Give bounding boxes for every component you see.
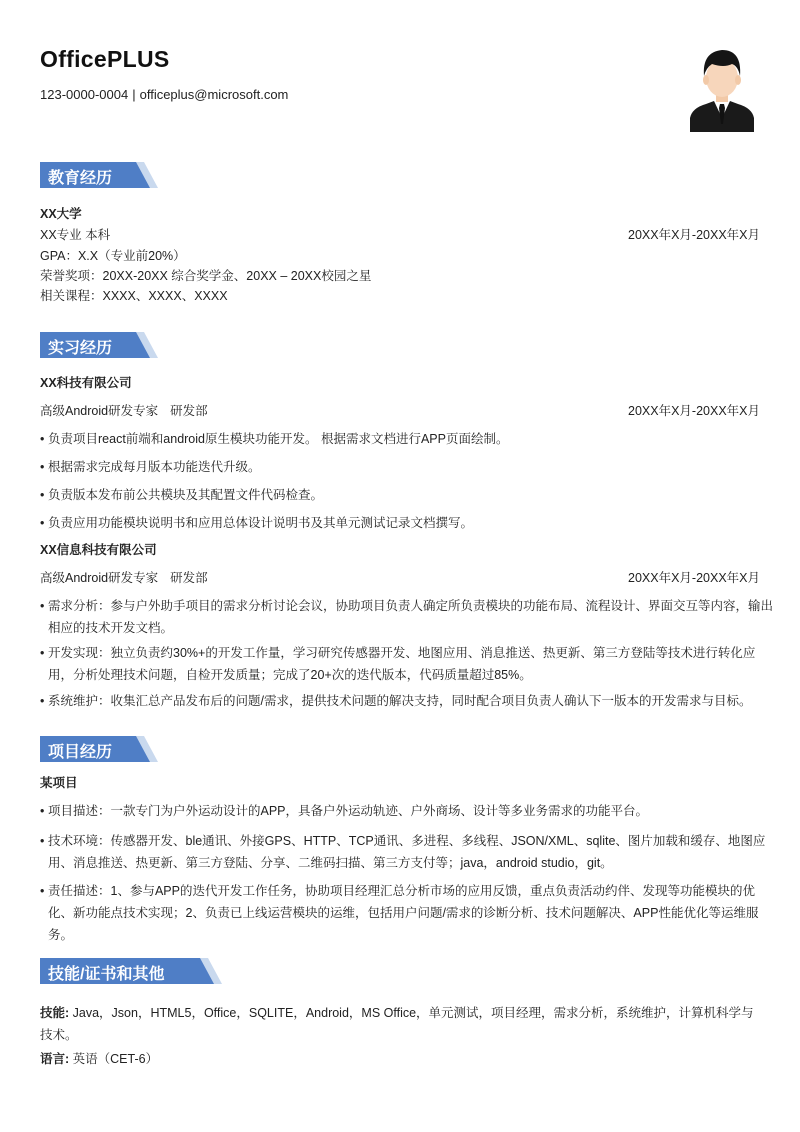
bullet-icon: •: [40, 488, 45, 502]
section-title: 项目经历: [48, 744, 113, 761]
email-address: officeplus@microsoft.com: [139, 87, 289, 102]
list-item: • 系统维护：收集汇总产品发布后的问题/需求，提供技术问题的解决支持，同时配合项目负责人确认下一版本的开发需求与目标。: [40, 690, 774, 712]
bullet-icon: •: [40, 460, 45, 474]
gpa: GPA：X.X（专业前20%）: [40, 249, 186, 263]
bullet-icon: •: [40, 694, 45, 708]
education-date: 20XX年X月-20XX年X月: [628, 228, 760, 242]
honors: 荣誉奖项：20XX-20XX 综合奖学金、20XX – 20XX校园之星: [40, 269, 372, 283]
list-item: • 项目描述：一款专门为户外运动设计的APP，具备户外运动轨迹、户外商场、设计等多业务需求的功能平台。: [40, 800, 774, 822]
section-header-projects: [40, 736, 220, 762]
avatar: [688, 44, 756, 132]
job-dept: 研发部: [170, 571, 208, 585]
list-item: • 负责版本发布前公共模块及其配置文件代码检查。: [40, 484, 774, 506]
job-row: [40, 401, 760, 421]
language-text: 英语（CET-6）: [72, 1052, 159, 1066]
courses: 相关课程：XXXX、XXXX、XXXX: [40, 289, 228, 303]
bullet-icon: •: [40, 646, 45, 660]
job-role: 高级Android研发专家: [40, 404, 159, 418]
bullet-icon: •: [40, 516, 45, 530]
list-item: • 根据需求完成每月版本功能迭代升级。: [40, 456, 774, 478]
school-name: XX大学: [40, 207, 82, 221]
section-title: 技能/证书和其他: [48, 966, 165, 983]
job-row: [40, 568, 760, 588]
job-dept: 研发部: [170, 404, 208, 418]
list-item: • 技术环境：传感器开发、ble通讯、外接GPS、HTTP、TCP通讯、多进程、多线程、JSON/XML、sqlite、图片加载和缓存、地图应用、消息推送、热更新、第三方登陆、分享、二维码扫描、第三方支付等；java，android studio，git。: [40, 830, 774, 874]
bullet-icon: •: [40, 599, 45, 613]
skills-paragraph: [40, 1002, 762, 1046]
contact-line: [40, 87, 288, 102]
language-paragraph: [40, 1048, 762, 1070]
company-name: XX科技有限公司: [40, 376, 132, 390]
list-item: • 负责应用功能模块说明书和应用总体设计说明书及其单元测试记录文档撰写。: [40, 512, 774, 534]
major: XX专业 本科: [40, 228, 111, 242]
job-date: 20XX年X月-20XX年X月: [628, 404, 760, 418]
skills-text: Java，Json，HTML5，Office，SQLITE，Android，MS Office，单元测试，项目经理，需求分析，系统维护，计算机科学与技术。: [40, 1006, 754, 1042]
resume-name: OfficePLUS: [40, 46, 170, 72]
section-header-education: [40, 162, 220, 188]
section-header-skills: [40, 958, 220, 984]
project-name: 某项目: [40, 776, 78, 790]
section-header-internship: [40, 332, 220, 358]
list-item: • 开发实现：独立负责约30%+的开发工作量，学习研究传感器开发、地图应用、消息推送、热更新、第三方登陆等技术进行转化应用，分析处理技术问题，自检开发质量；完成了20+次的迭代版本，代码质量超过85%。: [40, 642, 774, 686]
list-item: • 负责项目react前端和android原生模块功能开发。 根据需求文档进行APP页面绘制。: [40, 428, 774, 450]
section-title: 教育经历: [48, 170, 113, 187]
job-date: 20XX年X月-20XX年X月: [628, 571, 760, 585]
bullet-icon: •: [40, 432, 45, 446]
list-item: • 责任描述：1、参与APP的迭代开发工作任务，协助项目经理汇总分析市场的应用反馈，重点负责活动约伴、发现等功能模块的优化、新功能点技术实现；2、负责已上线运营模块的运维，包括用户问题/需求的诊断分析、技术问题解决、APP性能优化等运维服务。: [40, 880, 774, 946]
list-item: • 需求分析：参与户外助手项目的需求分析讨论会议，协助项目负责人确定所负责模块的功能布局、流程设计、界面交互等内容，输出相应的技术开发文档。: [40, 595, 774, 639]
bullet-icon: •: [40, 804, 45, 818]
language-label: 语言:: [40, 1052, 70, 1066]
skills-label: 技能:: [40, 1006, 70, 1020]
job-role: 高级Android研发专家: [40, 571, 159, 585]
contact-separator: |: [132, 87, 136, 102]
bullet-icon: •: [40, 884, 45, 898]
section-title: 实习经历: [48, 340, 113, 357]
phone-number: 123-0000-0004: [40, 87, 129, 102]
company-name: XX信息科技有限公司: [40, 543, 157, 557]
education-row: [40, 225, 760, 245]
bullet-icon: •: [40, 834, 45, 848]
